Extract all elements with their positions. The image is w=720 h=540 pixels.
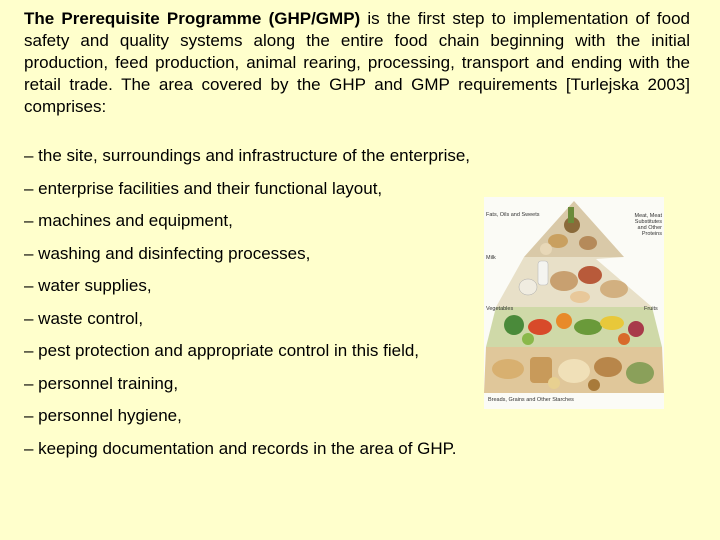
label-fats-oils-sweets: Fats, Oils and Sweets [486, 212, 540, 218]
list-item: – water supplies, [24, 276, 152, 295]
list-item: – the site, surroundings and infrastructure of the enterprise, [24, 146, 471, 165]
label-breads-grains: Breads, Grains and Other Starches [488, 397, 574, 403]
list-item: – waste control, [24, 308, 144, 328]
list-item: – machines and equipment, [24, 211, 233, 230]
intro-body: is the first step to implementation of food safety and quality systems along the entire food chain beginning with the initial production, feed production, animal rearing, processing, transport and ending with the retail trade. The area covered by the GHP and GMP requirements [Turlejska 2003] comprises: [24, 9, 691, 116]
list-item: – pest protection and appropriate control in this field, [24, 341, 420, 360]
list-item: – enterprise facilities and their functional layout, [24, 178, 383, 198]
list-item: – personnel hygiene, [24, 406, 182, 425]
list-item: – washing and disinfecting processes, [24, 243, 311, 263]
label-milk: Milk [486, 255, 496, 261]
requirements-list [24, 145, 494, 470]
food-pyramid-image [484, 197, 664, 409]
label-vegetables: Vegetables [486, 306, 514, 312]
label-fruits: Fruits [644, 306, 658, 312]
label-meat: Meat, Meat Substitutes and Other Proteins [634, 213, 662, 237]
list-item: – personnel training, [24, 373, 179, 393]
intro-paragraph [24, 8, 690, 118]
list-item: – keeping documentation and records in the area of GHP. [24, 438, 457, 458]
intro-bold-title: The Prerequisite Programme (GHP/GMP) [24, 9, 361, 28]
